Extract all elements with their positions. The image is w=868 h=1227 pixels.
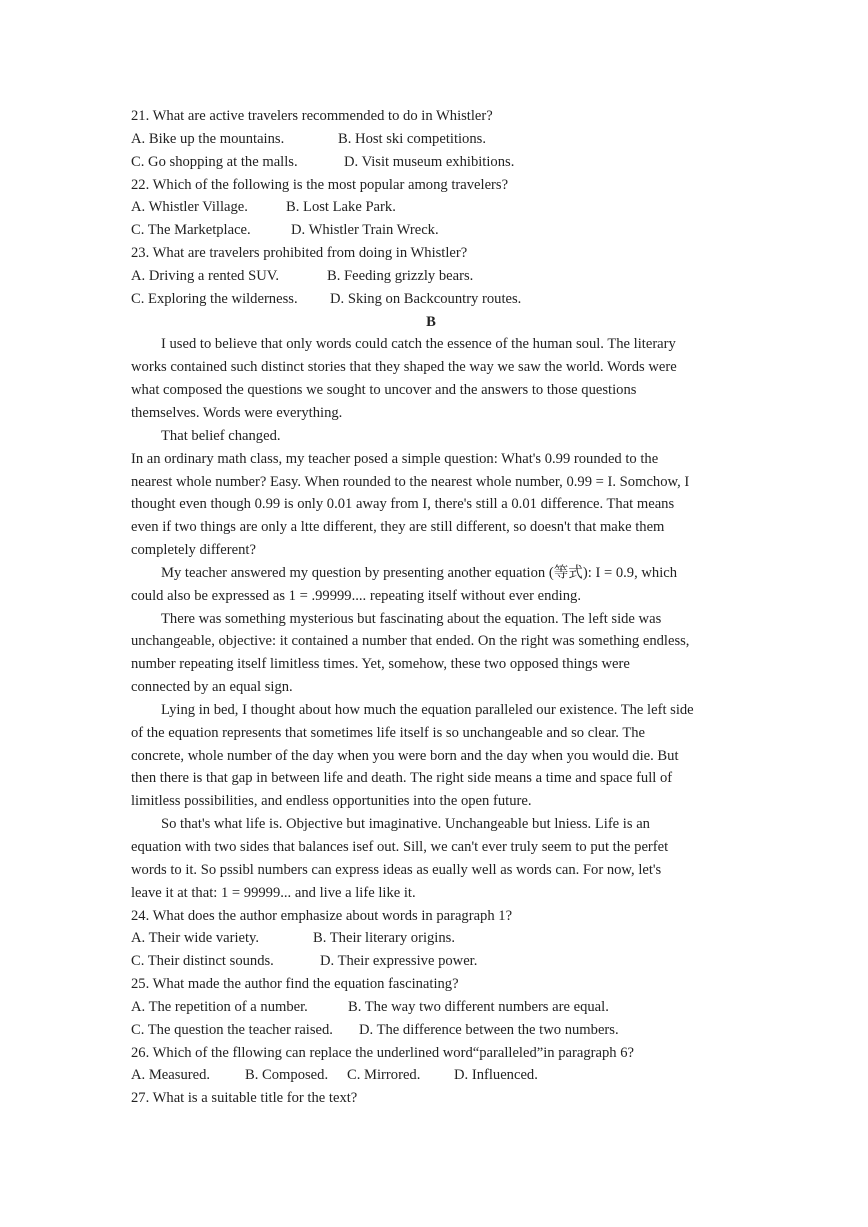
passage-line: nearest whole number? Easy. When rounded to the nearest whole number, 0.99 = I. Somchow, I [131, 473, 690, 490]
passage-line: concrete, whole number of the day when you were born and the day when you would die. But [131, 747, 679, 764]
question-21-options-row-2 [131, 151, 731, 174]
passage-paragraph-7 [131, 813, 731, 904]
passage-line: My teacher answered my question by presenting another equation (等式): I = 0.9, which [161, 564, 678, 581]
option-24-a: A. Their wide variety. [131, 930, 260, 947]
option-26-a: A. Measured. [131, 1067, 211, 1084]
question-22-options-row-2 [131, 219, 731, 242]
passage-line: what composed the questions we sought to uncover and the answers to those questions [131, 382, 637, 399]
option-22-c: C. The Marketplace. [131, 222, 251, 239]
passage-paragraph-4 [131, 562, 731, 608]
passage-paragraph-5 [131, 608, 731, 699]
question-21-options-row-1 [131, 128, 731, 151]
question-23-stem: 23. What are travelers prohibited from doing in Whistler? [131, 245, 468, 262]
passage-line: There was something mysterious but fascinating about the equation. The left side was [161, 610, 662, 627]
question-25-options-row-2 [131, 1019, 731, 1042]
option-24-b: B. Their literary origins. [313, 930, 455, 947]
passage-line: of the equation represents that sometimes life itself is so unchangeable and so clear. The [131, 724, 646, 741]
passage-line: Lying in bed, I thought about how much the equation paralleled our existence. The left side [161, 701, 694, 718]
passage-paragraph-2 [131, 425, 731, 448]
question-24-stem: 24. What does the author emphasize about words in paragraph 1? [131, 907, 513, 924]
option-26-b: B. Composed. [245, 1067, 329, 1084]
passage-line: could also be expressed as 1 = .99999.... repeating itself without ever ending. [131, 587, 581, 604]
question-26-stem: 26. Which of the fllowing can replace the underlined word“paralleled”in paragraph 6? [131, 1044, 634, 1061]
passage-line: completely different? [131, 542, 256, 559]
option-24-c: C. Their distinct sounds. [131, 953, 274, 970]
passage-line: So that's what life is. Objective but imaginative. Unchangeable but lniess. Life is an [161, 816, 650, 833]
question-27-stem: 27. What is a suitable title for the text? [131, 1090, 358, 1107]
exam-page [131, 105, 731, 1110]
option-26-d: D. Influenced. [454, 1067, 538, 1084]
passage-paragraph-1 [131, 333, 731, 424]
passage-line: unchangeable, objective: it contained a number that ended. On the right was something endless, [131, 633, 690, 650]
question-22-options-row-1 [131, 196, 731, 219]
option-23-a: A. Driving a rented SUV. [131, 267, 280, 284]
question-23-options-row-1 [131, 265, 731, 288]
question-26-options-row [131, 1064, 731, 1087]
option-22-d: D. Whistler Train Wreck. [291, 222, 439, 239]
section-b-heading: B [426, 313, 436, 330]
passage-line: In an ordinary math class, my teacher posed a simple question: What's 0.99 rounded to the [131, 450, 659, 467]
passage-line: words to it. So pssibl numbers can express ideas as eually well as words can. For now, let's [131, 861, 662, 878]
passage-line: number repeating itself limitless times. Yet, somehow, these two opposed things were [131, 656, 630, 673]
passage-paragraph-3 [131, 448, 731, 562]
passage-paragraph-6 [131, 699, 731, 813]
question-24-options-row-1 [131, 927, 731, 950]
question-24-options-row-2 [131, 950, 731, 973]
passage-line: I used to believe that only words could catch the essence of the human soul. The literary [161, 336, 676, 353]
option-21-c: C. Go shopping at the malls. [131, 153, 298, 170]
option-26-c: C. Mirrored. [347, 1067, 421, 1084]
passage-line: limitless possibilities, and endless opportunities into the open future. [131, 793, 532, 810]
passage-line: thought even though 0.99 is only 0.01 away from I, there's still a 0.01 difference. That means [131, 496, 675, 513]
passage-line: works contained such distinct stories that they shaped the way we saw the world. Words were [131, 359, 677, 376]
passage-line: That belief changed. [161, 427, 281, 444]
option-21-a: A. Bike up the mountains. [131, 130, 285, 147]
passage-line: themselves. Words were everything. [131, 404, 343, 421]
passage-line: then there is that gap in between life and death. The right side means a time and space full of [131, 770, 673, 787]
passage-line: equation with two sides that balances isef out. Sill, we can't ever truly seem to put the perfet [131, 839, 669, 855]
question-25-options-row-1 [131, 996, 731, 1019]
option-21-b: B. Host ski competitions. [338, 130, 486, 147]
option-25-c: C. The question the teacher raised. [131, 1021, 333, 1038]
option-25-a: A. The repetition of a number. [131, 998, 308, 1015]
passage-line: even if two things are only a ltte different, they are still different, so doesn't that make them [131, 519, 665, 536]
passage-line: connected by an equal sign. [131, 679, 293, 696]
question-23-options-row-2 [131, 288, 731, 311]
option-22-a: A. Whistler Village. [131, 199, 248, 216]
option-23-d: D. Sking on Backcountry routes. [330, 290, 522, 307]
option-23-c: C. Exploring the wilderness. [131, 290, 298, 307]
option-22-b: B. Lost Lake Park. [286, 199, 396, 216]
passage-line: leave it at that: 1 = 99999... and live a life like it. [131, 884, 416, 901]
option-25-b: B. The way two different numbers are equal. [348, 998, 609, 1015]
question-25-stem: 25. What made the author find the equation fascinating? [131, 976, 459, 993]
option-21-d: D. Visit museum exhibitions. [344, 153, 515, 170]
option-24-d: D. Their expressive power. [320, 953, 478, 970]
question-22-stem: 22. Which of the following is the most popular among travelers? [131, 176, 509, 193]
option-25-d: D. The difference between the two numbers. [359, 1021, 619, 1038]
option-23-b: B. Feeding grizzly bears. [327, 267, 474, 284]
question-21-stem: 21. What are active travelers recommended to do in Whistler? [131, 108, 493, 124]
